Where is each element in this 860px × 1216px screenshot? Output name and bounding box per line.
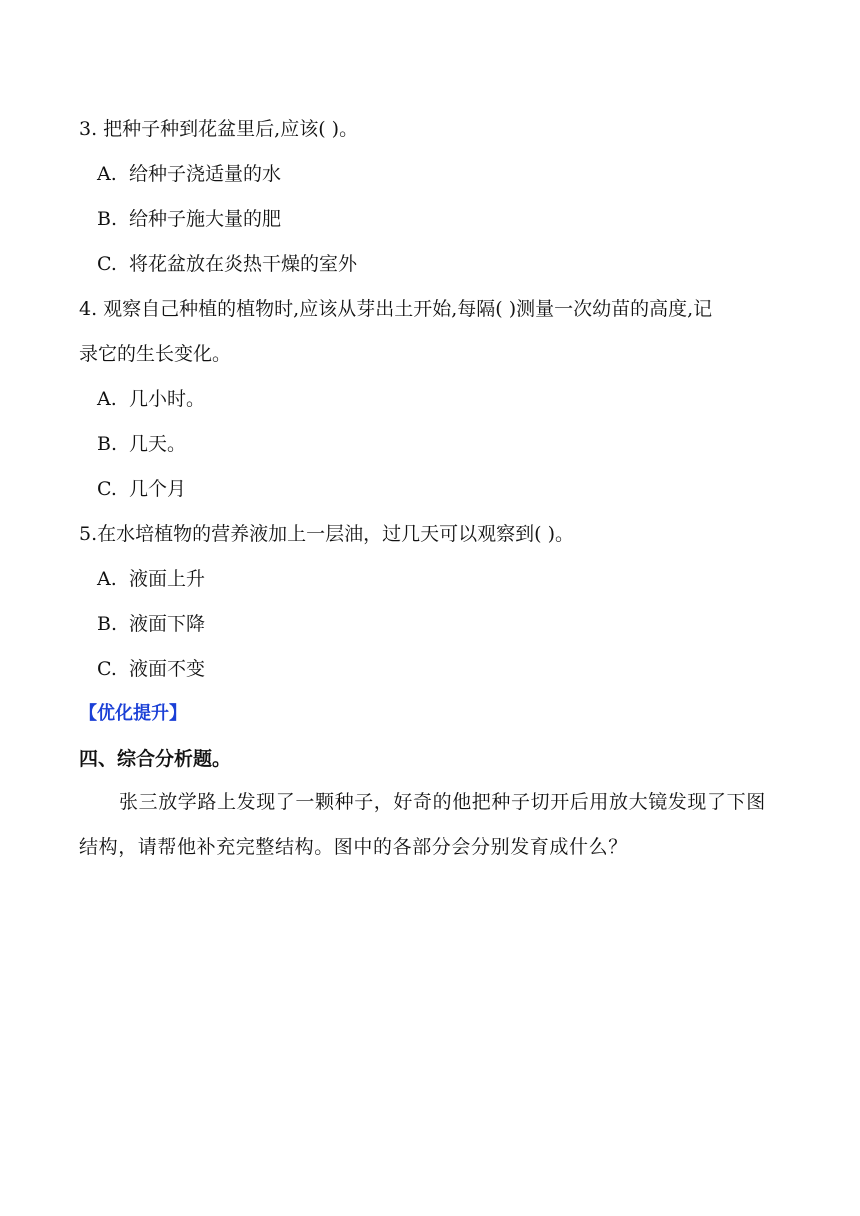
option-text: 液面上升 — [129, 568, 206, 590]
section-title: 四、综合分析题。 — [79, 748, 232, 770]
option-text: 几个月 — [129, 478, 187, 500]
option-letter: C. — [97, 478, 117, 500]
question-4-stem-line2: 录它的生长变化。 — [79, 343, 232, 365]
question-5-stem: 5.在水培植物的营养液加上一层油，过几天可以观察到( )。 — [79, 523, 574, 545]
option-text: 几天。 — [129, 433, 187, 455]
option-text: 几小时。 — [129, 388, 206, 410]
question-4-option-c — [97, 476, 186, 502]
option-letter: A. — [97, 388, 117, 410]
question-3-option-c — [97, 251, 357, 277]
question-5-option-b — [97, 611, 205, 637]
question-3-option-a — [97, 161, 281, 187]
option-letter: C. — [97, 253, 117, 275]
option-letter: B. — [97, 208, 118, 230]
option-letter: A. — [97, 568, 117, 590]
option-text: 液面下降 — [129, 613, 206, 635]
option-letter: B. — [97, 433, 118, 455]
question-4-stem-line1: 4. 观察自己种植的植物时,应该从芽出土开始,每隔( )测量一次幼苗的高度,记 — [79, 298, 713, 320]
question-4-option-a — [97, 386, 205, 412]
option-letter: B. — [97, 613, 118, 635]
option-text: 给种子施大量的肥 — [129, 208, 282, 230]
option-text: 将花盆放在炎热干燥的室外 — [129, 253, 358, 275]
section-tag: 【优化提升】 — [79, 703, 187, 724]
option-text: 液面不变 — [129, 658, 206, 680]
question-4-option-b — [97, 431, 186, 457]
analysis-paragraph: 张三放学路上发现了一颗种子，好奇的他把种子切开后用放大镜发现了下图结构，请帮他补充完整结构。图中的各部分会分别发育成什么？ — [79, 791, 766, 858]
question-5-option-c — [97, 656, 205, 682]
option-letter: A. — [97, 163, 117, 185]
question-3-stem: 3. 把种子种到花盆里后,应该( )。 — [79, 118, 359, 140]
question-3-option-b — [97, 206, 281, 232]
option-text: 给种子浇适量的水 — [129, 163, 282, 185]
question-5-option-a — [97, 566, 205, 592]
option-letter: C. — [97, 658, 117, 680]
